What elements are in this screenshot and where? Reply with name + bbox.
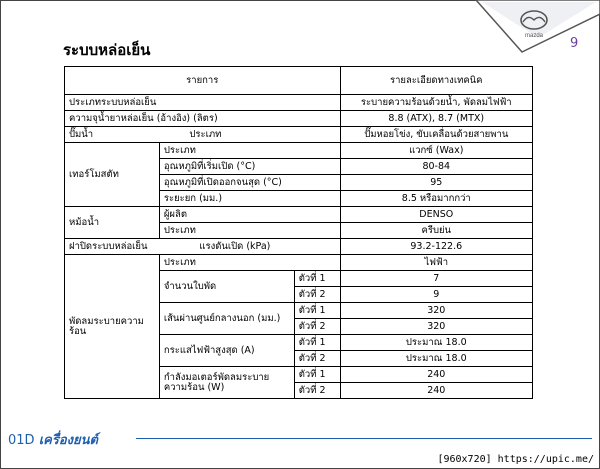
row-value: ครีบย่น xyxy=(340,223,532,239)
row-label: ฝาปิดระบบหล่อเย็น xyxy=(65,239,160,255)
fan-unit: ตัวที่ 2 xyxy=(294,287,340,303)
row-value: ระบายความร้อนด้วยน้ำ, พัดลมไฟฟ้า xyxy=(340,95,532,111)
table-row xyxy=(65,207,533,223)
fan-unit: ตัวที่ 1 xyxy=(294,303,340,319)
row-value: แวกซ์ (Wax) xyxy=(340,143,532,159)
row-label: ประเภทระบบหล่อเย็น xyxy=(65,95,341,111)
mazda-logo xyxy=(468,0,600,56)
row-value: 8.8 (ATX), 8.7 (MTX) xyxy=(340,111,532,127)
row-value: 8.5 หรือมากกว่า xyxy=(340,191,532,207)
row-value: 9 xyxy=(340,287,532,303)
fan-unit: ตัวที่ 2 xyxy=(294,351,340,367)
row-sublabel: ผู้ผลิต xyxy=(159,207,340,223)
row-value: ไฟฟ้า xyxy=(340,255,532,271)
row-value: 80-84 xyxy=(340,159,532,175)
fan-unit: ตัวที่ 1 xyxy=(294,271,340,287)
header-spec: รายละเอียดทางเทคนิค xyxy=(340,67,532,95)
row-sublabel: ระยะยก (มม.) xyxy=(159,191,340,207)
row-value: 240 xyxy=(340,367,532,383)
header-item: รายการ xyxy=(65,67,341,95)
row-value: 93.2-122.6 xyxy=(340,239,532,255)
row-sublabel: ประเภท xyxy=(159,255,340,271)
table-row xyxy=(65,255,533,271)
table-row xyxy=(65,127,533,143)
fan-group-label: กระแสไฟฟ้าสูงสุด (A) xyxy=(159,335,294,367)
radiator-label: หม้อน้ำ xyxy=(65,207,160,239)
fan-unit: ตัวที่ 1 xyxy=(294,335,340,351)
footer-code: 01D xyxy=(8,433,35,448)
svg-text:mazda: mazda xyxy=(524,33,544,39)
fan-label: พัดลมระบายความร้อน xyxy=(65,255,160,399)
table-row xyxy=(65,143,533,159)
row-value: ประมาณ 18.0 xyxy=(340,335,532,351)
fan-unit: ตัวที่ 2 xyxy=(294,319,340,335)
page-title: ระบบหล่อเย็น xyxy=(63,41,151,59)
row-label: ความจุน้ำยาหล่อเย็น (อ้างอิง) (ลิตร) xyxy=(65,111,341,127)
row-value: 7 xyxy=(340,271,532,287)
table-row xyxy=(65,111,533,127)
fan-group-label: เส้นผ่านศูนย์กลางนอก (มม.) xyxy=(159,303,294,335)
fan-unit: ตัวที่ 1 xyxy=(294,367,340,383)
row-sublabel: ประเภท xyxy=(159,223,340,239)
specification-table xyxy=(64,66,533,399)
footer-section-label xyxy=(8,429,98,450)
row-value: ปั๊มหอยโข่ง, ขับเคลื่อนด้วยสายพาน xyxy=(340,127,532,143)
row-value: 320 xyxy=(340,319,532,335)
row-sublabel: ประเภท xyxy=(159,127,340,143)
footer-title: เครื่องยนต์ xyxy=(38,433,98,448)
row-sublabel: แรงดันเปิด (kPa) xyxy=(159,239,340,255)
table-row xyxy=(65,95,533,111)
fan-group-label: จำนวนใบพัด xyxy=(159,271,294,303)
row-value: DENSO xyxy=(340,207,532,223)
watermark: [960x720] https://upic.me/ xyxy=(437,454,594,465)
row-sublabel: อุณหภูมิที่เริ่มเปิด (°C) xyxy=(159,159,340,175)
thermostat-label: เทอร์โมสตัท xyxy=(65,143,160,207)
table-row xyxy=(65,239,533,255)
fan-group-label: กำลังมอเตอร์พัดลมระบายความร้อน (W) xyxy=(159,367,294,399)
fan-unit: ตัวที่ 2 xyxy=(294,383,340,399)
page-number: 9 xyxy=(570,36,579,51)
row-value: 95 xyxy=(340,175,532,191)
row-sublabel: ประเภท xyxy=(159,143,340,159)
row-value: 240 xyxy=(340,383,532,399)
row-value: ประมาณ 18.0 xyxy=(340,351,532,367)
row-value: 320 xyxy=(340,303,532,319)
table-header-row xyxy=(65,67,533,95)
footer-divider xyxy=(136,438,592,439)
row-label: ปั๊มน้ำ xyxy=(65,127,160,143)
row-sublabel: อุณหภูมิที่เปิดออกจนสุด (°C) xyxy=(159,175,340,191)
